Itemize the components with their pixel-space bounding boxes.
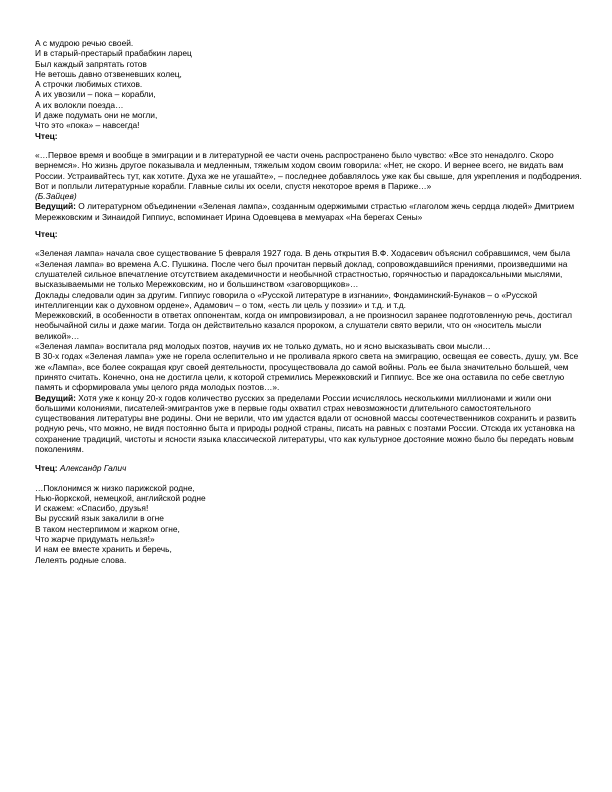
galich-author: Александр Галич [57, 463, 127, 474]
odoevtseva-paragraph: В 30-х годах «Зеленая лампа» уже не горела ослепительно и не проливала яркого света на эмиграцию, освещая ее совесть, душу, ум. Все же «Лампа», все более сокращая круг своей деятельности, просуществовала до самой войны. Роль ее была значительно большей, чем принято считать. Конечно, она не достигла цели, к которой стремились Мережковский и Гиппиус. Все же она оставила по себе светлую память и сформировала умы целого ряда молодых поэтов…». [35, 351, 579, 393]
poem-stanza-2 [35, 483, 583, 565]
reader-label: Чтец: [35, 463, 58, 474]
odoevtseva-paragraph: «Зеленая лампа» начала свое существование 5 февраля 1927 года. В день открытия В.Ф. Ходасевич объяснил собравшимся, чем была «Зеленая лампа» во времена А.С. Пушкина. После чего был прочитан первый доклад, сопровождавшийся прениями, произведшими на слушателей сильное впечатление отсутствием академичности и необычной страстностью, горячностью и парадоксальными мыслями, высказываемыми не только Мережковским, но и большинством «заговорщиков»… [35, 248, 571, 290]
zaitsev-quote-end: Вот и поплыли литературные корабли. Главные силы их осели, спустя некоторое время в Париже…» [35, 180, 432, 191]
poem-line: Лелеять родные слова. [35, 554, 127, 565]
poem-line: Был каждый запрятать готов [35, 58, 147, 69]
poem-line: Не ветошь давно отзвеневших колец, [35, 68, 182, 79]
host-text: Хотя уже к концу 20-х годов количество русских за пределами России исчислялось несколькими миллионами и жили они большими колониями, писателей-эмигрантов уже в первые годы охватил страх невозможности длительного самостоятельного существования литературы вне родины. Они не верили, что им удастся вдали от основной массы соотечественников сохранить и развить родную речь, что можно, не видя постоянно быта и природы родной страны, писать на равных с поэтами России. Отсюда их установка на сохранение традиций, чистоты и ясности языка классической литературы, что как культурное достояние можно было бы передать новым поколениям. [35, 392, 577, 454]
poem-line: И нам ее вместе хранить и беречь, [35, 544, 172, 555]
host-paragraph-1 [35, 201, 583, 222]
poem-line: …Поклонимся ж низко парижской родне, [35, 482, 195, 493]
reader-galich-heading [35, 463, 583, 473]
poem-line: Что это «пока» – навсегда! [35, 120, 140, 131]
reader-label: Чтец: [35, 229, 58, 240]
odoevtseva-paragraph: Доклады следовали один за другим. Гиппиус говорила о «Русской литературе в изгнании», Фондаминский-Бунаков – о «Русской интеллигенции как о духовном ордене», Адамович – о том, «есть ли цель у поэзии» и т.д. и т.д. [35, 289, 538, 310]
reader-label: Чтец: [35, 130, 58, 141]
host-label: Ведущий: [35, 392, 76, 403]
poem-line: А их увозили – пока – корабли, [35, 89, 156, 100]
odoevtseva-paragraph: «Зеленая лампа» воспитала ряд молодых поэтов, научив их не только думать, но и ясно высказывать свои мысли… [35, 341, 491, 352]
zaitsev-quote: «…Первое время и вообще в эмиграции и в литературной ее части очень распространено было чувство: «Все это ненадолго. Скоро вернемся». Но жизнь другое показывала и медленным, тяжелым ходом своим говорила: «Нет, не скоро. И вернее всего, не видать вам России. Устраивайтесь тут, как хотите. Духа же не угашайте», – последнее добавлялось уже как бы свыше, для укрепления и подбодрения. [35, 149, 582, 181]
poem-line: Вы русский язык закалили в огне [35, 513, 164, 524]
poem-line: И скажем: «Спасибо, друзья! [35, 503, 149, 514]
host-label: Ведущий: [35, 201, 76, 212]
host-paragraph-2 [35, 393, 583, 455]
host-text: О литературном объединении «Зеленая лампа», созданным одержимыми страстью «глаголом жечь сердца людей» Дмитрием Мережковским и Зинаидой Гиппиус, вспоминает Ирина Одоевцева в мемуарах «На берегах Сены» [35, 201, 575, 222]
poem-line: Нью-йоркской, немецкой, английской родне [35, 492, 206, 503]
poem-line: А с мудрою речью своей. [35, 38, 134, 48]
poem-line: И даже подумать они не могли, [35, 110, 158, 121]
poem-line: А строчки любимых стихов. [35, 79, 143, 90]
zaitsev-author: (Б.Зайцев) [35, 191, 77, 202]
odoevtseva-paragraph: Мережковский, в особенности в ответах оппонентам, когда он импровизировал, а не произносил заранее подготовленную речь, достигал необычайной силы и даже магии. Тогда он действительно казался пророком, а слушатели свято верили, что он «носитель мысли великой»… [35, 310, 573, 341]
poem-line: Что жарче придумать нельзя!» [35, 534, 155, 545]
poem-line: В таком нестерпимом и жарком огне, [35, 523, 180, 534]
poem-line: А их волокли поезда… [35, 99, 124, 110]
document-page [35, 38, 583, 565]
poem-stanza-1 [35, 38, 583, 131]
poem-line: И в старый-престарый прабабкин ларец [35, 48, 192, 59]
